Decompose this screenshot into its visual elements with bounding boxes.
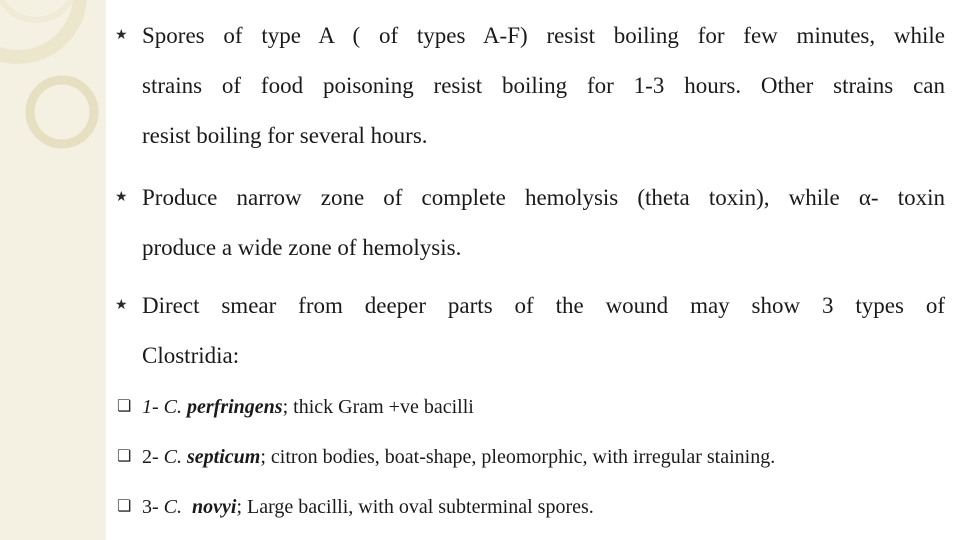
- sub-2-species: septicum: [187, 446, 261, 468]
- page-bullet-icon: ❏: [117, 398, 132, 415]
- sub-3-prefix: 3-: [142, 496, 164, 518]
- sub-2-genus: C.: [163, 446, 188, 468]
- star-bullet-icon: ★: [115, 298, 128, 313]
- sub-2-description: ; citron bodies, boat-shape, pleomorphic, with irregular staining.: [260, 446, 776, 468]
- sub-bullet-septicum: [142, 444, 775, 470]
- sub-3-species: novyi: [192, 496, 237, 518]
- bullet-1-line-2: strains of food poisoning resist boiling for 1-3 hours. Other strains can: [142, 73, 945, 98]
- sub-1-description: ; thick Gram +ve bacilli: [282, 396, 474, 418]
- bullet-2-line-1: Produce narrow zone of complete hemolysis (theta toxin), while α- toxin: [142, 185, 945, 210]
- bullet-3-line-2: Clostridia:: [142, 343, 240, 368]
- bullet-1-line-3: resist boiling for several hours.: [142, 123, 428, 148]
- sub-bullet-perfringens: [142, 394, 474, 420]
- bullet-3-line-1: Direct smear from deeper parts of the wound may show 3 types of: [142, 293, 945, 318]
- sub-1-species: perfringens: [187, 396, 283, 418]
- star-bullet-icon: ★: [115, 28, 128, 43]
- sub-1-genus: C.: [163, 396, 188, 418]
- sub-bullet-novyi: [142, 494, 594, 520]
- star-bullet-icon: ★: [115, 190, 128, 205]
- sub-3-description: ; Large bacilli, with oval subterminal spores.: [236, 496, 594, 518]
- page-bullet-icon: ❏: [117, 498, 132, 515]
- sub-2-prefix: 2-: [142, 446, 164, 468]
- sub-3-genus: C.: [163, 496, 193, 518]
- sub-1-prefix: 1-: [142, 396, 164, 418]
- page-bullet-icon: ❏: [117, 448, 132, 465]
- bullet-2-line-2: produce a wide zone of hemolysis.: [142, 235, 462, 260]
- bullet-1-line-1: Spores of type A ( of types A-F) resist boiling for few minutes, while: [142, 23, 945, 48]
